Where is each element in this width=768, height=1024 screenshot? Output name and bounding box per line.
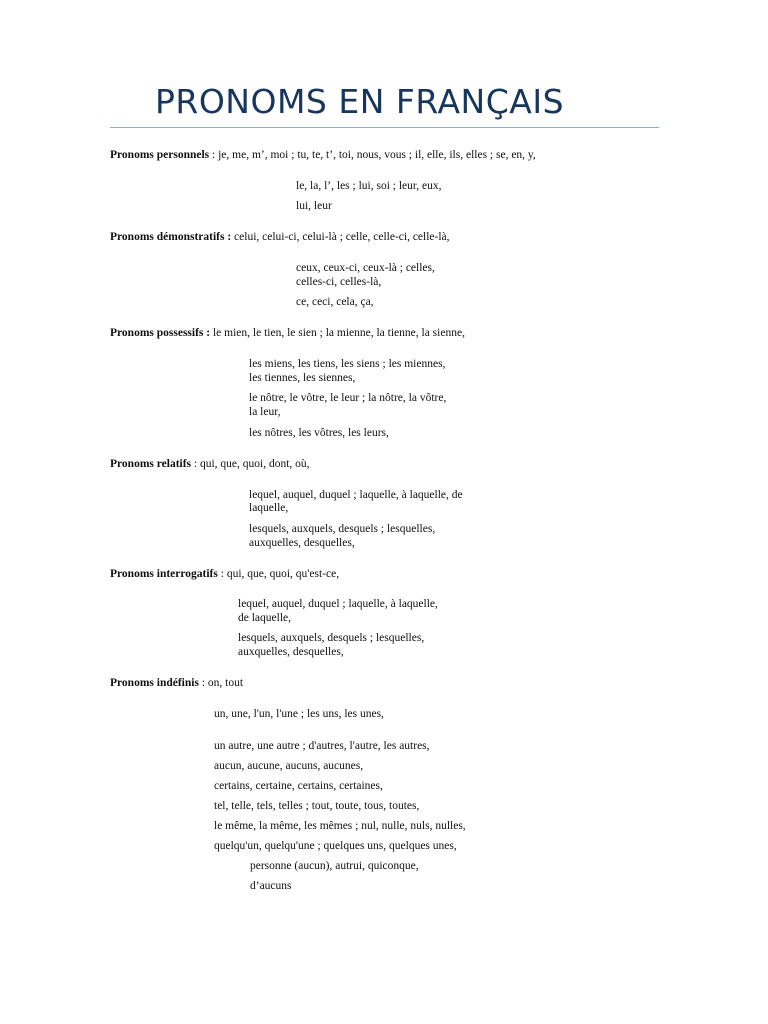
pronoun-line: d’aucuns bbox=[250, 880, 292, 892]
section-heading: Pronoms personnels bbox=[110, 149, 210, 161]
section-intro: le mien, le tien, le sien ; la mienne, la tienne, la sienne, bbox=[212, 327, 465, 339]
pronoun-line: laquelle, bbox=[249, 502, 289, 514]
section-intro: qui, que, quoi, dont, où, bbox=[199, 458, 310, 470]
pronoun-line: un autre, une autre ; d'autres, l'autre, les autres, bbox=[214, 740, 430, 752]
section-intro: qui, que, quoi, qu'est-ce, bbox=[226, 568, 340, 580]
section-indefinis-header bbox=[110, 676, 243, 690]
section-intro: on, tout bbox=[207, 677, 244, 689]
section-heading: Pronoms interrogatifs bbox=[110, 568, 218, 580]
section-personnels-header bbox=[110, 148, 536, 162]
pronoun-line: personne (aucun), autrui, quiconque, bbox=[250, 860, 419, 872]
pronoun-line: lequel, auquel, duquel ; laquelle, à laquelle, de bbox=[249, 489, 463, 501]
pronoun-line: un, une, l'un, l'une ; les uns, les unes, bbox=[214, 708, 384, 720]
heading-separator: : bbox=[217, 568, 227, 580]
pronoun-line: la leur, bbox=[249, 406, 281, 418]
section-heading: Pronoms démonstratifs : bbox=[110, 231, 232, 243]
page-title: PRONOMS EN FRANÇAIS bbox=[155, 82, 565, 121]
pronoun-line: de laquelle, bbox=[238, 612, 292, 624]
section-relatifs-header bbox=[110, 457, 310, 471]
pronoun-line: quelqu'un, quelqu'une ; quelques uns, quelques unes, bbox=[214, 840, 457, 852]
pronoun-line: ceux, ceux-ci, ceux-là ; celles, bbox=[296, 262, 435, 274]
section-demonstratifs-header bbox=[110, 230, 450, 244]
pronoun-line: celles-ci, celles-là, bbox=[296, 276, 382, 288]
section-interrogatifs-header bbox=[110, 567, 339, 581]
pronoun-line: aucun, aucune, aucuns, aucunes, bbox=[214, 760, 364, 772]
pronoun-line: certains, certaine, certains, certaines, bbox=[214, 780, 383, 792]
pronoun-line: le même, la même, les mêmes ; nul, nulle, nuls, nulles, bbox=[214, 820, 466, 832]
pronoun-line: lequel, auquel, duquel ; laquelle, à laquelle, bbox=[238, 598, 438, 610]
title-underline bbox=[110, 127, 659, 128]
pronoun-line: le, la, l’, les ; lui, soi ; leur, eux, bbox=[296, 180, 442, 192]
pronoun-line: les tiennes, les siennes, bbox=[249, 372, 356, 384]
section-heading: Pronoms relatifs bbox=[110, 458, 192, 470]
section-possessifs-header bbox=[110, 326, 465, 340]
heading-separator: : bbox=[191, 458, 200, 470]
pronoun-line: les nôtres, les vôtres, les leurs, bbox=[249, 427, 389, 439]
section-intro: je, me, m’, moi ; tu, te, t’, toi, nous, vous ; il, elle, ils, elles ; se, en, y, bbox=[218, 149, 536, 161]
pronoun-line: auxquelles, desquelles, bbox=[238, 646, 344, 658]
pronoun-line: le nôtre, le vôtre, le leur ; la nôtre, la vôtre, bbox=[249, 392, 447, 404]
section-heading: Pronoms possessifs : bbox=[110, 327, 211, 339]
heading-separator: : bbox=[209, 149, 219, 161]
pronoun-line: tel, telle, tels, telles ; tout, toute, tous, toutes, bbox=[214, 800, 420, 812]
pronoun-line: lui, leur bbox=[296, 200, 332, 212]
section-heading: Pronoms indéfinis bbox=[110, 677, 199, 689]
pronoun-line: auxquelles, desquelles, bbox=[249, 537, 355, 549]
pronoun-line: lesquels, auxquels, desquels ; lesquelles, bbox=[238, 632, 425, 644]
pronoun-line: les miens, les tiens, les siens ; les miennes, bbox=[249, 358, 446, 370]
pronoun-line: lesquels, auxquels, desquels ; lesquelles, bbox=[249, 523, 436, 535]
pronoun-line: ce, ceci, cela, ça, bbox=[296, 296, 374, 308]
heading-separator: : bbox=[198, 677, 208, 689]
section-intro: celui, celui-ci, celui-là ; celle, celle-ci, celle-là, bbox=[234, 231, 450, 243]
